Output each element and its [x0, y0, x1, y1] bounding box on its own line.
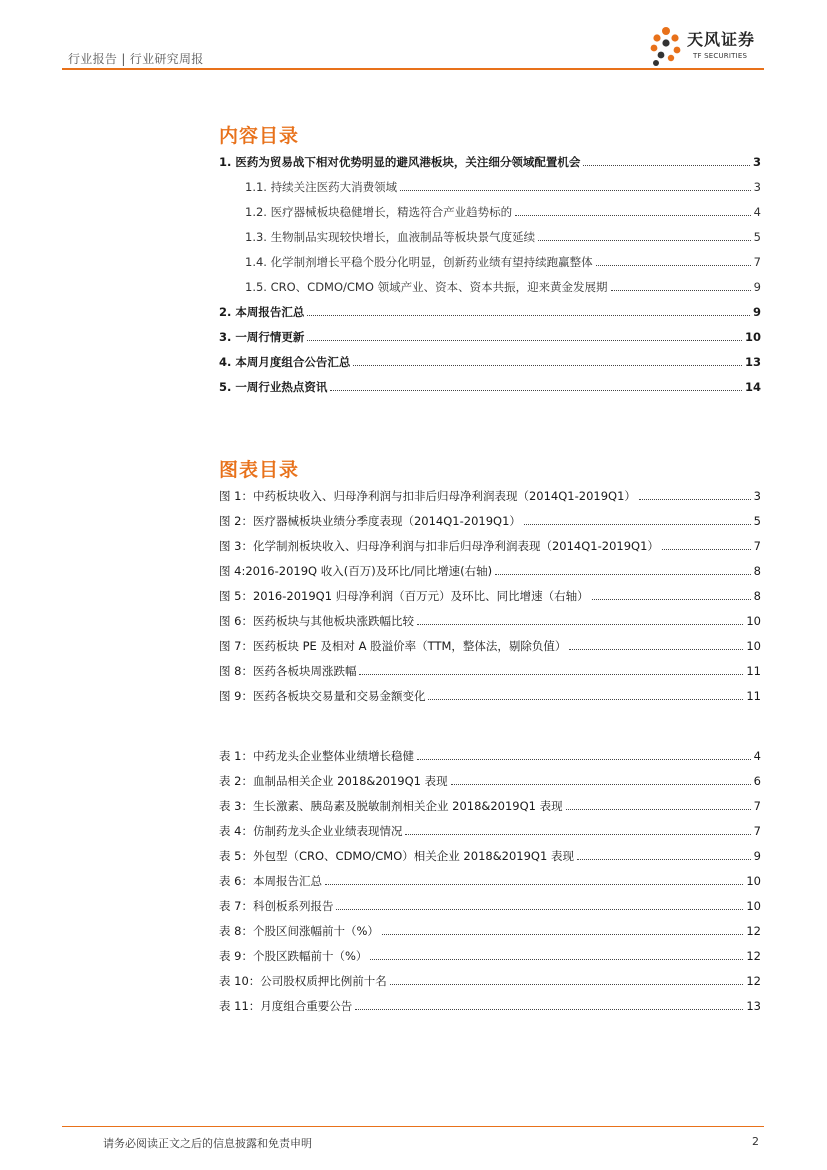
toc-entry-page: 14 [744, 380, 761, 394]
table-entry[interactable] [219, 820, 761, 838]
toc-entry-page: 13 [744, 355, 761, 369]
table-entry-page: 10 [746, 899, 761, 913]
figure-entry-text: 图 4:2016-2019Q 收入(百万)及环比/同比增速(右轴) [219, 564, 493, 578]
toc-leader-dots [569, 649, 743, 650]
toc-leader-dots [566, 809, 751, 810]
toc-entry[interactable] [219, 376, 761, 394]
table-entry-page: 13 [746, 999, 761, 1013]
logo-company-subtitle: TF SECURITIES [693, 52, 748, 60]
table-entry[interactable] [219, 920, 761, 938]
toc-leader-dots [428, 699, 743, 700]
toc-entry[interactable] [219, 301, 761, 319]
table-entry-page: 6 [753, 774, 761, 788]
toc-leader-dots [325, 884, 743, 885]
toc-leader-dots [515, 215, 751, 216]
footer-page-number: 2 [752, 1135, 759, 1148]
toc-entry[interactable] [245, 276, 761, 294]
figure-entry[interactable] [219, 485, 761, 503]
toc-entry-page: 3 [753, 180, 761, 194]
toc-entry[interactable] [245, 176, 761, 194]
toc-entry-text: 1.3. 生物制品实现较快增长，血液制品等板块景气度延续 [245, 230, 536, 244]
figure-entry[interactable] [219, 660, 761, 678]
logo-company-name: 天风证券 [687, 30, 756, 49]
toc-leader-dots [538, 240, 751, 241]
toc-entry-page: 3 [752, 155, 761, 169]
figure-entry-text: 图 8：医药各板块周涨跌幅 [219, 664, 357, 678]
figure-entry-text: 图 7：医药板块 PE 及相对 A 股溢价率（TTM，整体法，剔除负值） [219, 639, 567, 653]
figure-entry-page: 3 [753, 489, 761, 503]
toc-entry-page: 5 [753, 230, 761, 244]
toc-leader-dots [662, 549, 751, 550]
toc-entry-text: 4. 本周月度组合公告汇总 [219, 355, 351, 369]
table-entry-text: 表 7：科创板系列报告 [219, 899, 334, 913]
table-entry-page: 12 [746, 974, 761, 988]
table-entry-page: 7 [753, 799, 761, 813]
table-entry-text: 表 3：生长激素、胰岛素及脱敏制剂相关企业 2018&2019Q1 表现 [219, 799, 563, 813]
figure-entry-page: 11 [746, 664, 761, 678]
table-entry-page: 10 [746, 874, 761, 888]
table-entry-text: 表 4：仿制药龙头企业业绩表现情况 [219, 824, 403, 838]
figure-entry[interactable] [219, 510, 761, 528]
toc-leader-dots [307, 315, 750, 316]
footer-disclaimer: 请务必阅读正文之后的信息披露和免责申明 [103, 1137, 312, 1150]
toc-leader-dots [307, 340, 742, 341]
table-entry[interactable] [219, 770, 761, 788]
footer-divider [62, 1126, 764, 1127]
toc-leader-dots [417, 624, 743, 625]
toc-entry-text: 1.2. 医疗器械板块稳健增长，精选符合产业趋势标的 [245, 205, 513, 219]
table-entry[interactable] [219, 970, 761, 988]
toc-leader-dots [336, 909, 743, 910]
figure-entry-text: 图 3：化学制剂板块收入、归母净利润与扣非后归母净利润表现（2014Q1-2019Q1） [219, 539, 659, 553]
figures-title: 图表目录 [219, 459, 300, 481]
toc-leader-dots [330, 390, 742, 391]
toc-entry-text: 1.1. 持续关注医药大消费领域 [245, 180, 398, 194]
toc-leader-dots [353, 365, 742, 366]
toc-entry[interactable] [245, 251, 761, 269]
table-entry[interactable] [219, 870, 761, 888]
figure-entry[interactable] [219, 685, 761, 703]
table-entry-page: 9 [753, 849, 761, 863]
toc-entry-page: 4 [753, 205, 761, 219]
table-entry-text: 表 9：个股区跌幅前十（%） [219, 949, 368, 963]
toc-leader-dots [417, 759, 751, 760]
table-entry[interactable] [219, 845, 761, 863]
table-entry-text: 表 2：血制品相关企业 2018&2019Q1 表现 [219, 774, 448, 788]
toc-leader-dots [370, 959, 743, 960]
table-entry[interactable] [219, 745, 761, 763]
toc-leader-dots [495, 574, 751, 575]
toc-entry-text: 2. 本周报告汇总 [219, 305, 305, 319]
figure-entry-page: 10 [746, 614, 761, 628]
logo-mark-icon [648, 25, 688, 69]
table-entry-text: 表 5：外包型（CRO、CDMO/CMO）相关企业 2018&2019Q1 表现 [219, 849, 574, 863]
figure-entry[interactable] [219, 535, 761, 553]
toc-entry[interactable] [219, 151, 761, 169]
toc-entry-text: 1.4. 化学制剂增长平稳个股分化明显，创新药业绩有望持续跑赢整体 [245, 255, 593, 269]
table-entry[interactable] [219, 895, 761, 913]
figure-entry-page: 8 [753, 564, 761, 578]
table-entry-page: 7 [753, 824, 761, 838]
report-category-label: 行业报告 | 行业研究周报 [68, 52, 204, 66]
toc-entry-text: 5. 一周行业热点资讯 [219, 380, 328, 394]
table-entry-text: 表 6：本周报告汇总 [219, 874, 322, 888]
toc-leader-dots [639, 499, 751, 500]
toc-leader-dots [596, 265, 751, 266]
figure-entry-page: 11 [746, 689, 761, 703]
figure-entry-page: 5 [753, 514, 761, 528]
table-entry-page: 4 [753, 749, 761, 763]
toc-leader-dots [524, 524, 751, 525]
toc-leader-dots [577, 859, 751, 860]
header-divider [62, 68, 764, 70]
toc-leader-dots [359, 674, 743, 675]
figure-entry-page: 8 [753, 589, 761, 603]
contents-title: 内容目录 [219, 125, 300, 147]
figure-entry-text: 图 6：医药板块与其他板块涨跌幅比较 [219, 614, 414, 628]
toc-entry-page: 10 [744, 330, 761, 344]
figure-entry[interactable] [219, 585, 761, 603]
toc-entry-page: 9 [753, 280, 761, 294]
figure-entry-page: 7 [753, 539, 761, 553]
table-entry[interactable] [219, 945, 761, 963]
figure-entry-text: 图 5：2016-2019Q1 归母净利润（百万元）及环比、同比增速（右轴） [219, 589, 589, 603]
table-entry-text: 表 10：公司股权质押比例前十名 [219, 974, 387, 988]
figure-entry-page: 10 [746, 639, 761, 653]
table-entry[interactable] [219, 795, 761, 813]
toc-entry-page: 7 [753, 255, 761, 269]
figure-entry-text: 图 2：医疗器械板块业绩分季度表现（2014Q1-2019Q1） [219, 514, 521, 528]
toc-entry[interactable] [245, 226, 761, 244]
figure-entry-text: 图 9：医药各板块交易量和交易金额变化 [219, 689, 426, 703]
table-entry-text: 表 8：个股区间涨幅前十（%） [219, 924, 379, 938]
toc-entry-text: 1. 医药为贸易战下相对优势明显的避风港板块，关注细分领域配置机会 [219, 155, 581, 169]
figure-entry[interactable] [219, 635, 761, 653]
table-entry-text: 表 1：中药龙头企业整体业绩增长稳健 [219, 749, 414, 763]
toc-leader-dots [355, 1009, 743, 1010]
table-entry-text: 表 11：月度组合重要公告 [219, 999, 353, 1013]
company-logo [648, 25, 766, 69]
table-entry[interactable] [219, 995, 761, 1013]
toc-leader-dots [451, 784, 751, 785]
figure-entry-text: 图 1：中药板块收入、归母净利润与扣非后归母净利润表现（2014Q1-2019Q1） [219, 489, 636, 503]
toc-leader-dots [583, 165, 750, 166]
toc-leader-dots [390, 984, 744, 985]
toc-entry[interactable] [219, 326, 761, 344]
figure-entry[interactable] [219, 560, 761, 578]
toc-leader-dots [611, 290, 751, 291]
toc-entry[interactable] [219, 351, 761, 369]
toc-leader-dots [405, 834, 750, 835]
figure-entry[interactable] [219, 610, 761, 628]
toc-entry-page: 9 [752, 305, 761, 319]
toc-leader-dots [400, 190, 751, 191]
toc-entry-text: 3. 一周行情更新 [219, 330, 305, 344]
toc-entry[interactable] [245, 201, 761, 219]
toc-leader-dots [592, 599, 751, 600]
toc-entry-text: 1.5. CRO、CDMO/CMO 领域产业、资本、资本共振，迎来黄金发展期 [245, 280, 608, 294]
table-entry-page: 12 [746, 949, 761, 963]
toc-leader-dots [382, 934, 743, 935]
table-entry-page: 12 [746, 924, 761, 938]
